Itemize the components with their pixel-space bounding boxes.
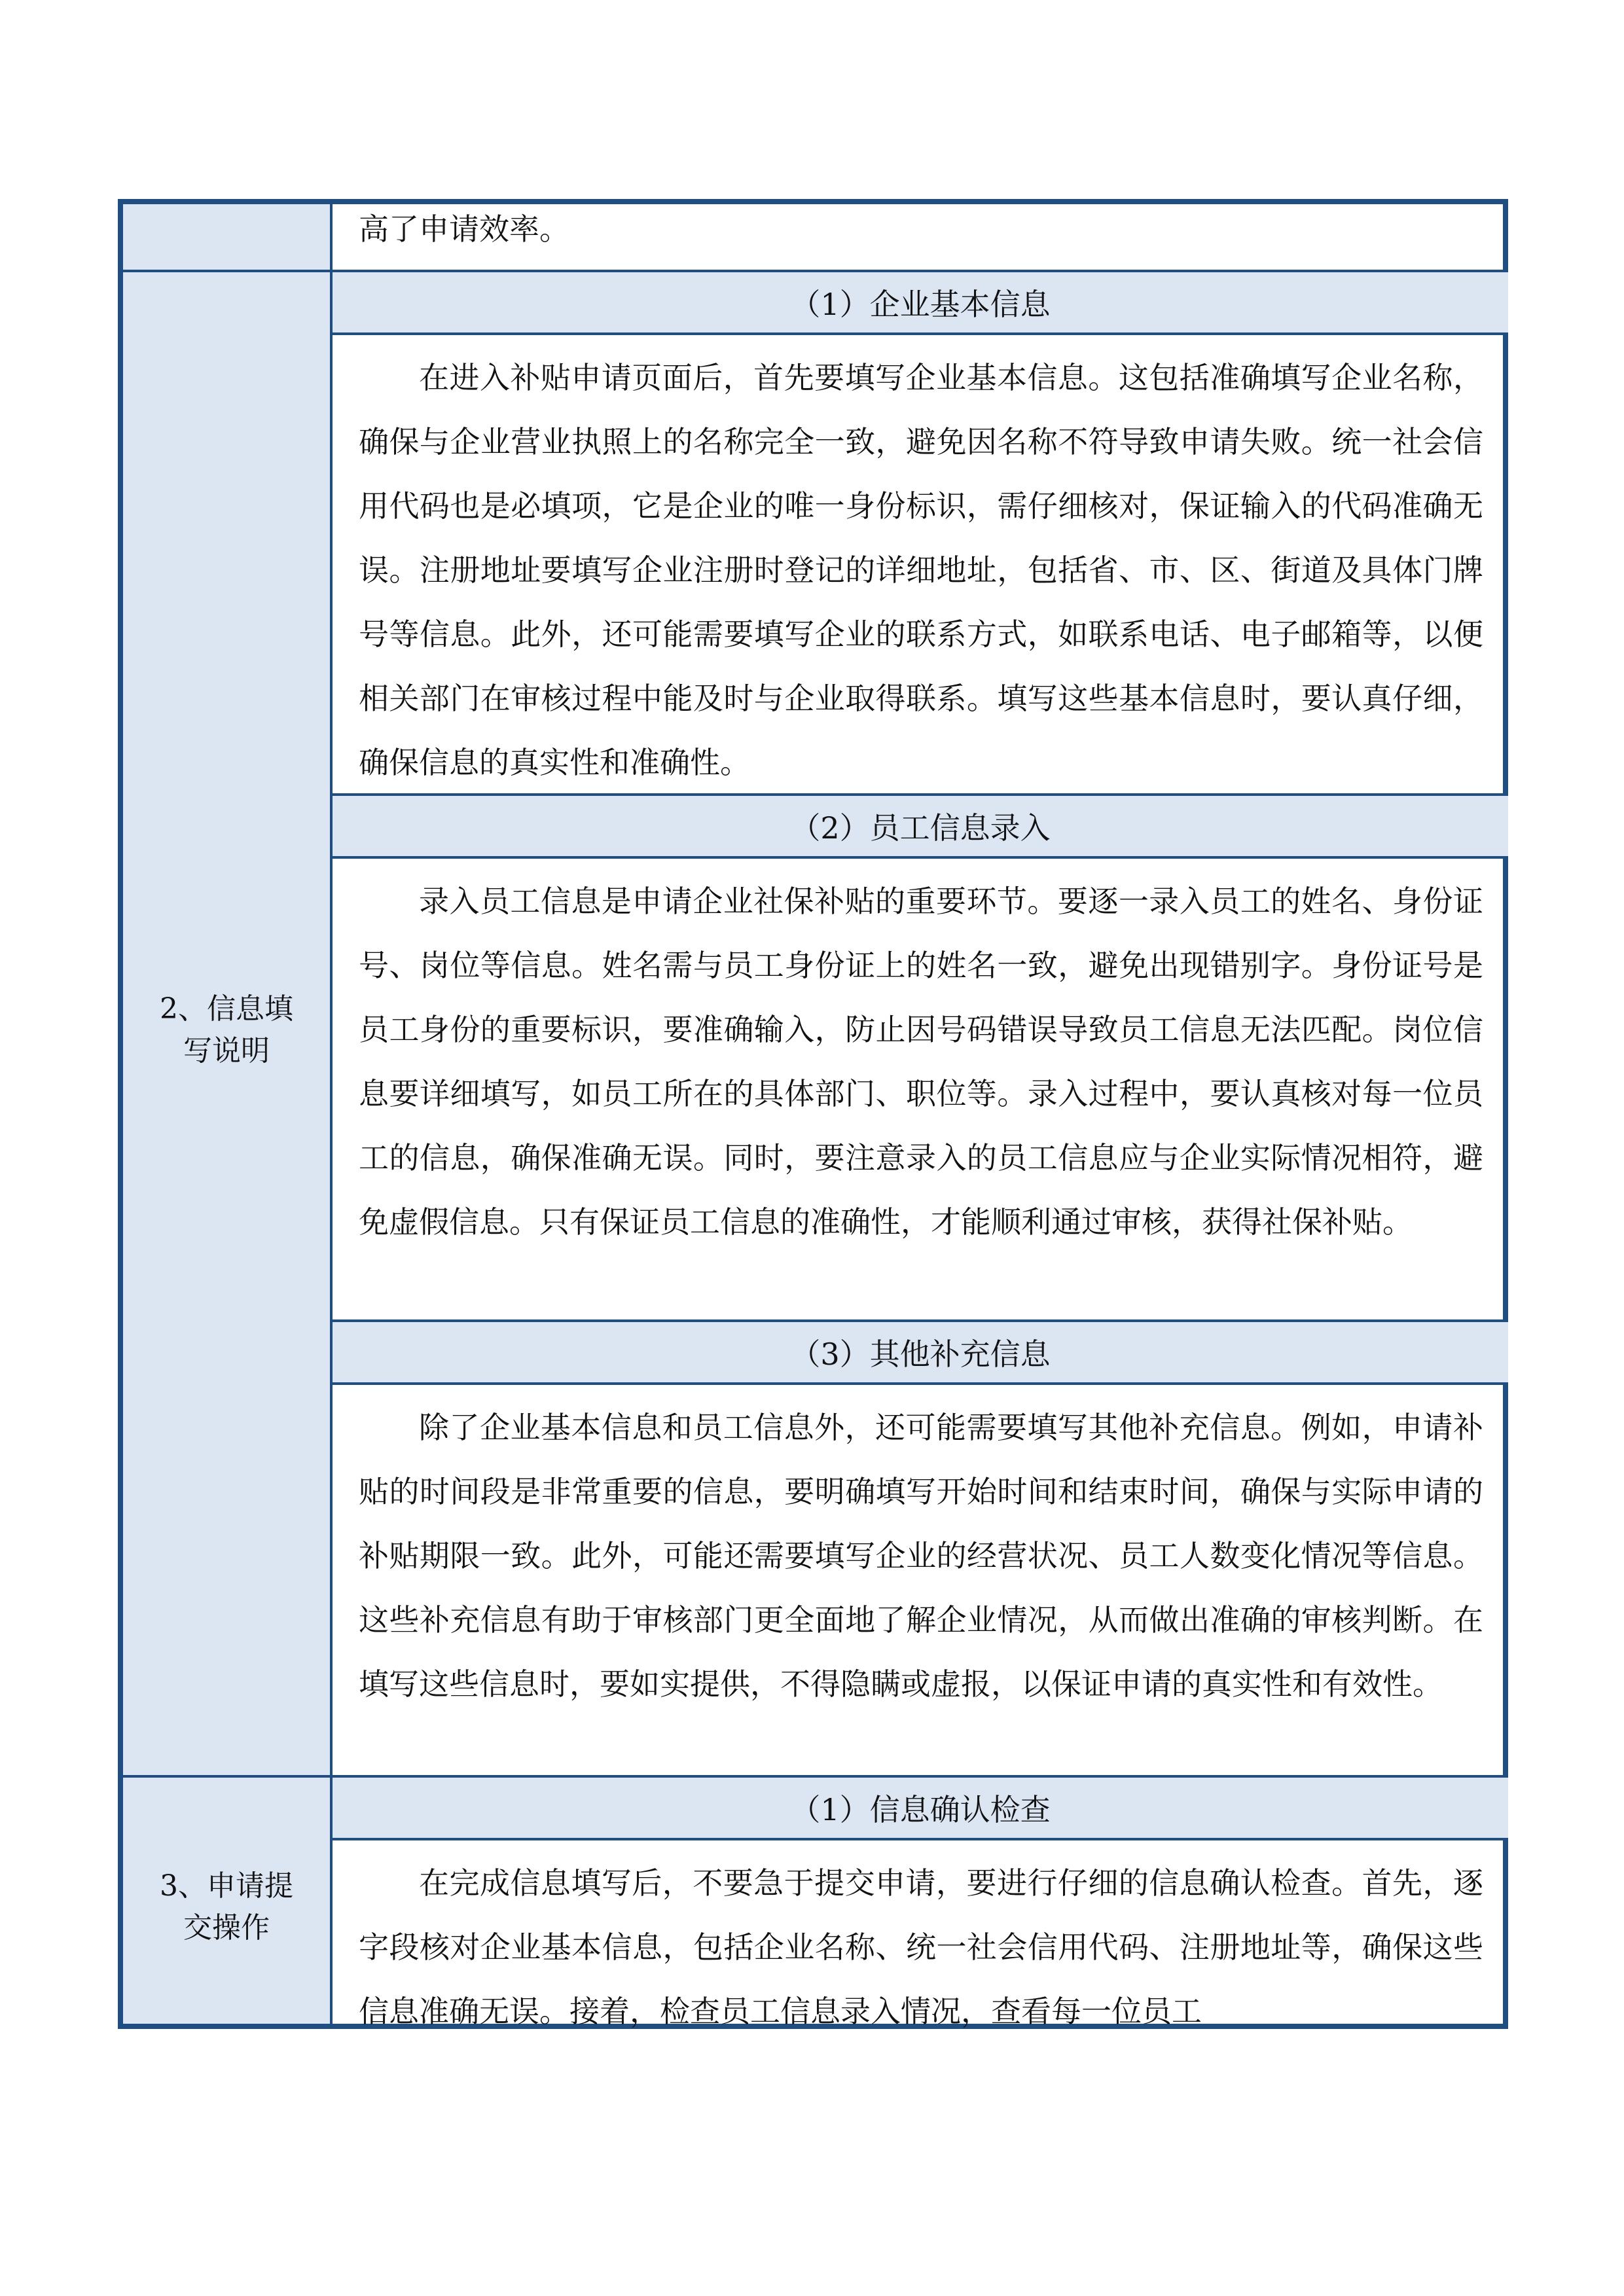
subsection-heading: （3）其他补充信息 (333, 1322, 1508, 1385)
info-table (118, 199, 1508, 2029)
section-label-cell (123, 272, 330, 1778)
content-column (333, 204, 1508, 2029)
subsection-heading: （1）企业基本信息 (333, 272, 1508, 335)
subsection-paragraph: 除了企业基本信息和员工信息外，还可能需要填写其他补充信息。例如，申请补贴的时间段是非常重要的信息，要明确填写开始时间和结束时间，确保与实际申请的补贴期限一致。此外，可能还需要填写企业的经营状况、员工人数变化情况等信息。这些补充信息有助于审核部门更全面地了解企业情况，从而做出准确的审核判断。在填写这些信息时，要如实提供，不得隐瞒或虚报，以保证申请的真实性和有效性。 (333, 1385, 1508, 1778)
section-label-cell (123, 204, 330, 272)
section-label-column (123, 204, 333, 2024)
section-label: 3、申请提交操作 (160, 1869, 293, 1945)
subsection-paragraph: 录入员工信息是申请企业社保补贴的重要环节。要逐一录入员工的姓名、身份证号、岗位等信息。姓名需与员工身份证上的姓名一致，避免出现错别字。身份证号是员工身份的重要标识，要准确输入，防止因号码错误导致员工信息无法匹配。岗位信息要详细填写，如员工所在的具体部门、职位等。录入过程中，要认真核对每一位员工的信息，确保准确无误。同时，要注意录入的员工信息应与企业实际情况相符，避免虚假信息。只有保证员工信息的准确性，才能顺利通过审核，获得社保补贴。 (333, 859, 1508, 1322)
subsection-heading: （1）信息确认检查 (333, 1778, 1508, 1840)
section-label-cell (123, 1778, 330, 2024)
section-label: 2、信息填写说明 (160, 992, 293, 1067)
subsection-paragraph: 在进入补贴申请页面后，首先要填写企业基本信息。这包括准确填写企业名称，确保与企业营业执照上的名称完全一致，避免因名称不符导致申请失败。统一社会信用代码也是必填项，它是企业的唯一身份标识，需仔细核对，保证输入的代码准确无误。注册地址要填写企业注册时登记的详细地址，包括省、市、区、街道及具体门牌号等信息。此外，还可能需要填写企业的联系方式，如联系电话、电子邮箱等，以便相关部门在审核过程中能及时与企业取得联系。填写这些基本信息时，要认真仔细，确保信息的真实性和准确性。 (333, 335, 1508, 796)
subsection-heading: （2）员工信息录入 (333, 796, 1508, 859)
subsection-paragraph: 在完成信息填写后，不要急于提交申请，要进行仔细的信息确认检查。首先，逐字段核对企业基本信息，包括企业名称、统一社会信用代码、注册地址等，确保这些信息准确无误。接着，检查员工信息录入情况，查看每一位员工 (359, 1865, 1483, 2029)
continued-paragraph: 高了申请效率。 (333, 204, 1508, 272)
